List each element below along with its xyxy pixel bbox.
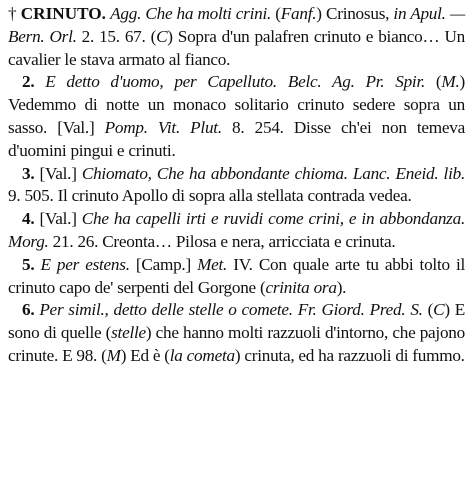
- text-run: ) Crinosus,: [316, 4, 394, 23]
- text-run: 2. 15. 67. (: [76, 26, 157, 46]
- italic-run: Chiomato, Che ha abbondante chioma. Lanc. Eneid. lib.: [81, 163, 466, 183]
- text-run: (: [271, 4, 281, 23]
- text-run: [Val.]: [34, 209, 82, 229]
- italic-run: E per estens.: [40, 254, 130, 274]
- sense-text: [8, 255, 465, 297]
- italic-run: E detto d'uomo, per Capelluto. Belc. Ag. Pr. Spir.: [45, 72, 426, 92]
- text-run: ) che hanno molti razzuoli d'intorno, che pajono crinute. E 98. (: [8, 323, 465, 365]
- italic-run: stelle: [111, 323, 146, 343]
- text-run: (: [425, 72, 442, 92]
- text-run: 9. 505. Il crinuto Apollo di sopra alla stellata contrada vedea.: [8, 186, 412, 206]
- text-run: IV. Con quale arte tu abbi tolto il crinuto capo de' serpenti del Gorgone (: [8, 254, 465, 297]
- sense-text: [8, 209, 465, 251]
- italic-run: Per simil., detto delle stelle o comete. Fr. Giord. Pred. S.: [39, 300, 423, 320]
- sense-number: 3.: [22, 163, 35, 183]
- entry-sense-5: [8, 254, 465, 300]
- headword: CRINUTO.: [20, 4, 106, 23]
- text-run: 21. 26. Creonta… Pilosa e nera, arricciata e crinuta.: [48, 231, 396, 251]
- italic-run: M.: [441, 72, 460, 92]
- dictionary-entry: [8, 3, 465, 368]
- italic-run: Met.: [197, 254, 228, 274]
- italic-run: C: [433, 300, 445, 320]
- italic-run: la cometa: [169, 345, 235, 365]
- italic-run: crinita ora: [265, 277, 337, 297]
- entry-sense-4: [8, 208, 465, 254]
- entry-sense-3: [8, 163, 465, 209]
- text-run: ) E sono di quelle (: [8, 300, 465, 343]
- sense-text: [8, 300, 465, 365]
- text-run: [Camp.]: [129, 254, 198, 274]
- italic-run: in Apul. — Bern. Orl.: [8, 4, 465, 46]
- sense-number: 6.: [22, 300, 35, 320]
- italic-run: Pomp. Vit. Plut.: [104, 117, 222, 137]
- italic-run: Agg. Che ha molti crini.: [110, 4, 272, 23]
- text-run: ) Vedemmo di notte un monaco solitario crinuto sedere sopra un sasso. [Val.]: [8, 72, 466, 137]
- entry-sense-2: [8, 71, 465, 162]
- sense-text: [8, 72, 465, 159]
- dagger-mark: †: [8, 4, 21, 23]
- sense-text: [8, 164, 465, 206]
- sense-number: 4.: [22, 209, 35, 229]
- text-run: ) Sopra d'un palafren crinuto e bianco… Un cavalier le stava armato al fianco.: [8, 26, 465, 69]
- entry-sense-6: [8, 299, 465, 367]
- text-run: ) Ed è (: [120, 345, 170, 365]
- italic-run: Che ha capelli irti e ruvidi come crini, e in abbondanza. Morg.: [8, 209, 465, 251]
- text-run: ).: [336, 277, 347, 297]
- text-run: (: [422, 300, 434, 320]
- italic-run: Fanf.: [280, 4, 317, 23]
- sense-number: 5.: [22, 254, 35, 274]
- italic-run: M: [106, 345, 121, 365]
- text-run: [Val.]: [34, 163, 82, 183]
- sense-number: 2.: [22, 72, 35, 92]
- text-run: 8. 254. Disse ch'ei non temeva d'uomini pingui e crinuti.: [8, 117, 465, 160]
- text-run: [34, 72, 45, 91]
- text-run: ) crinuta, ed ha razzuoli di fummo.: [234, 345, 465, 365]
- italic-run: C: [156, 26, 168, 46]
- entry-sense-1: [8, 3, 465, 71]
